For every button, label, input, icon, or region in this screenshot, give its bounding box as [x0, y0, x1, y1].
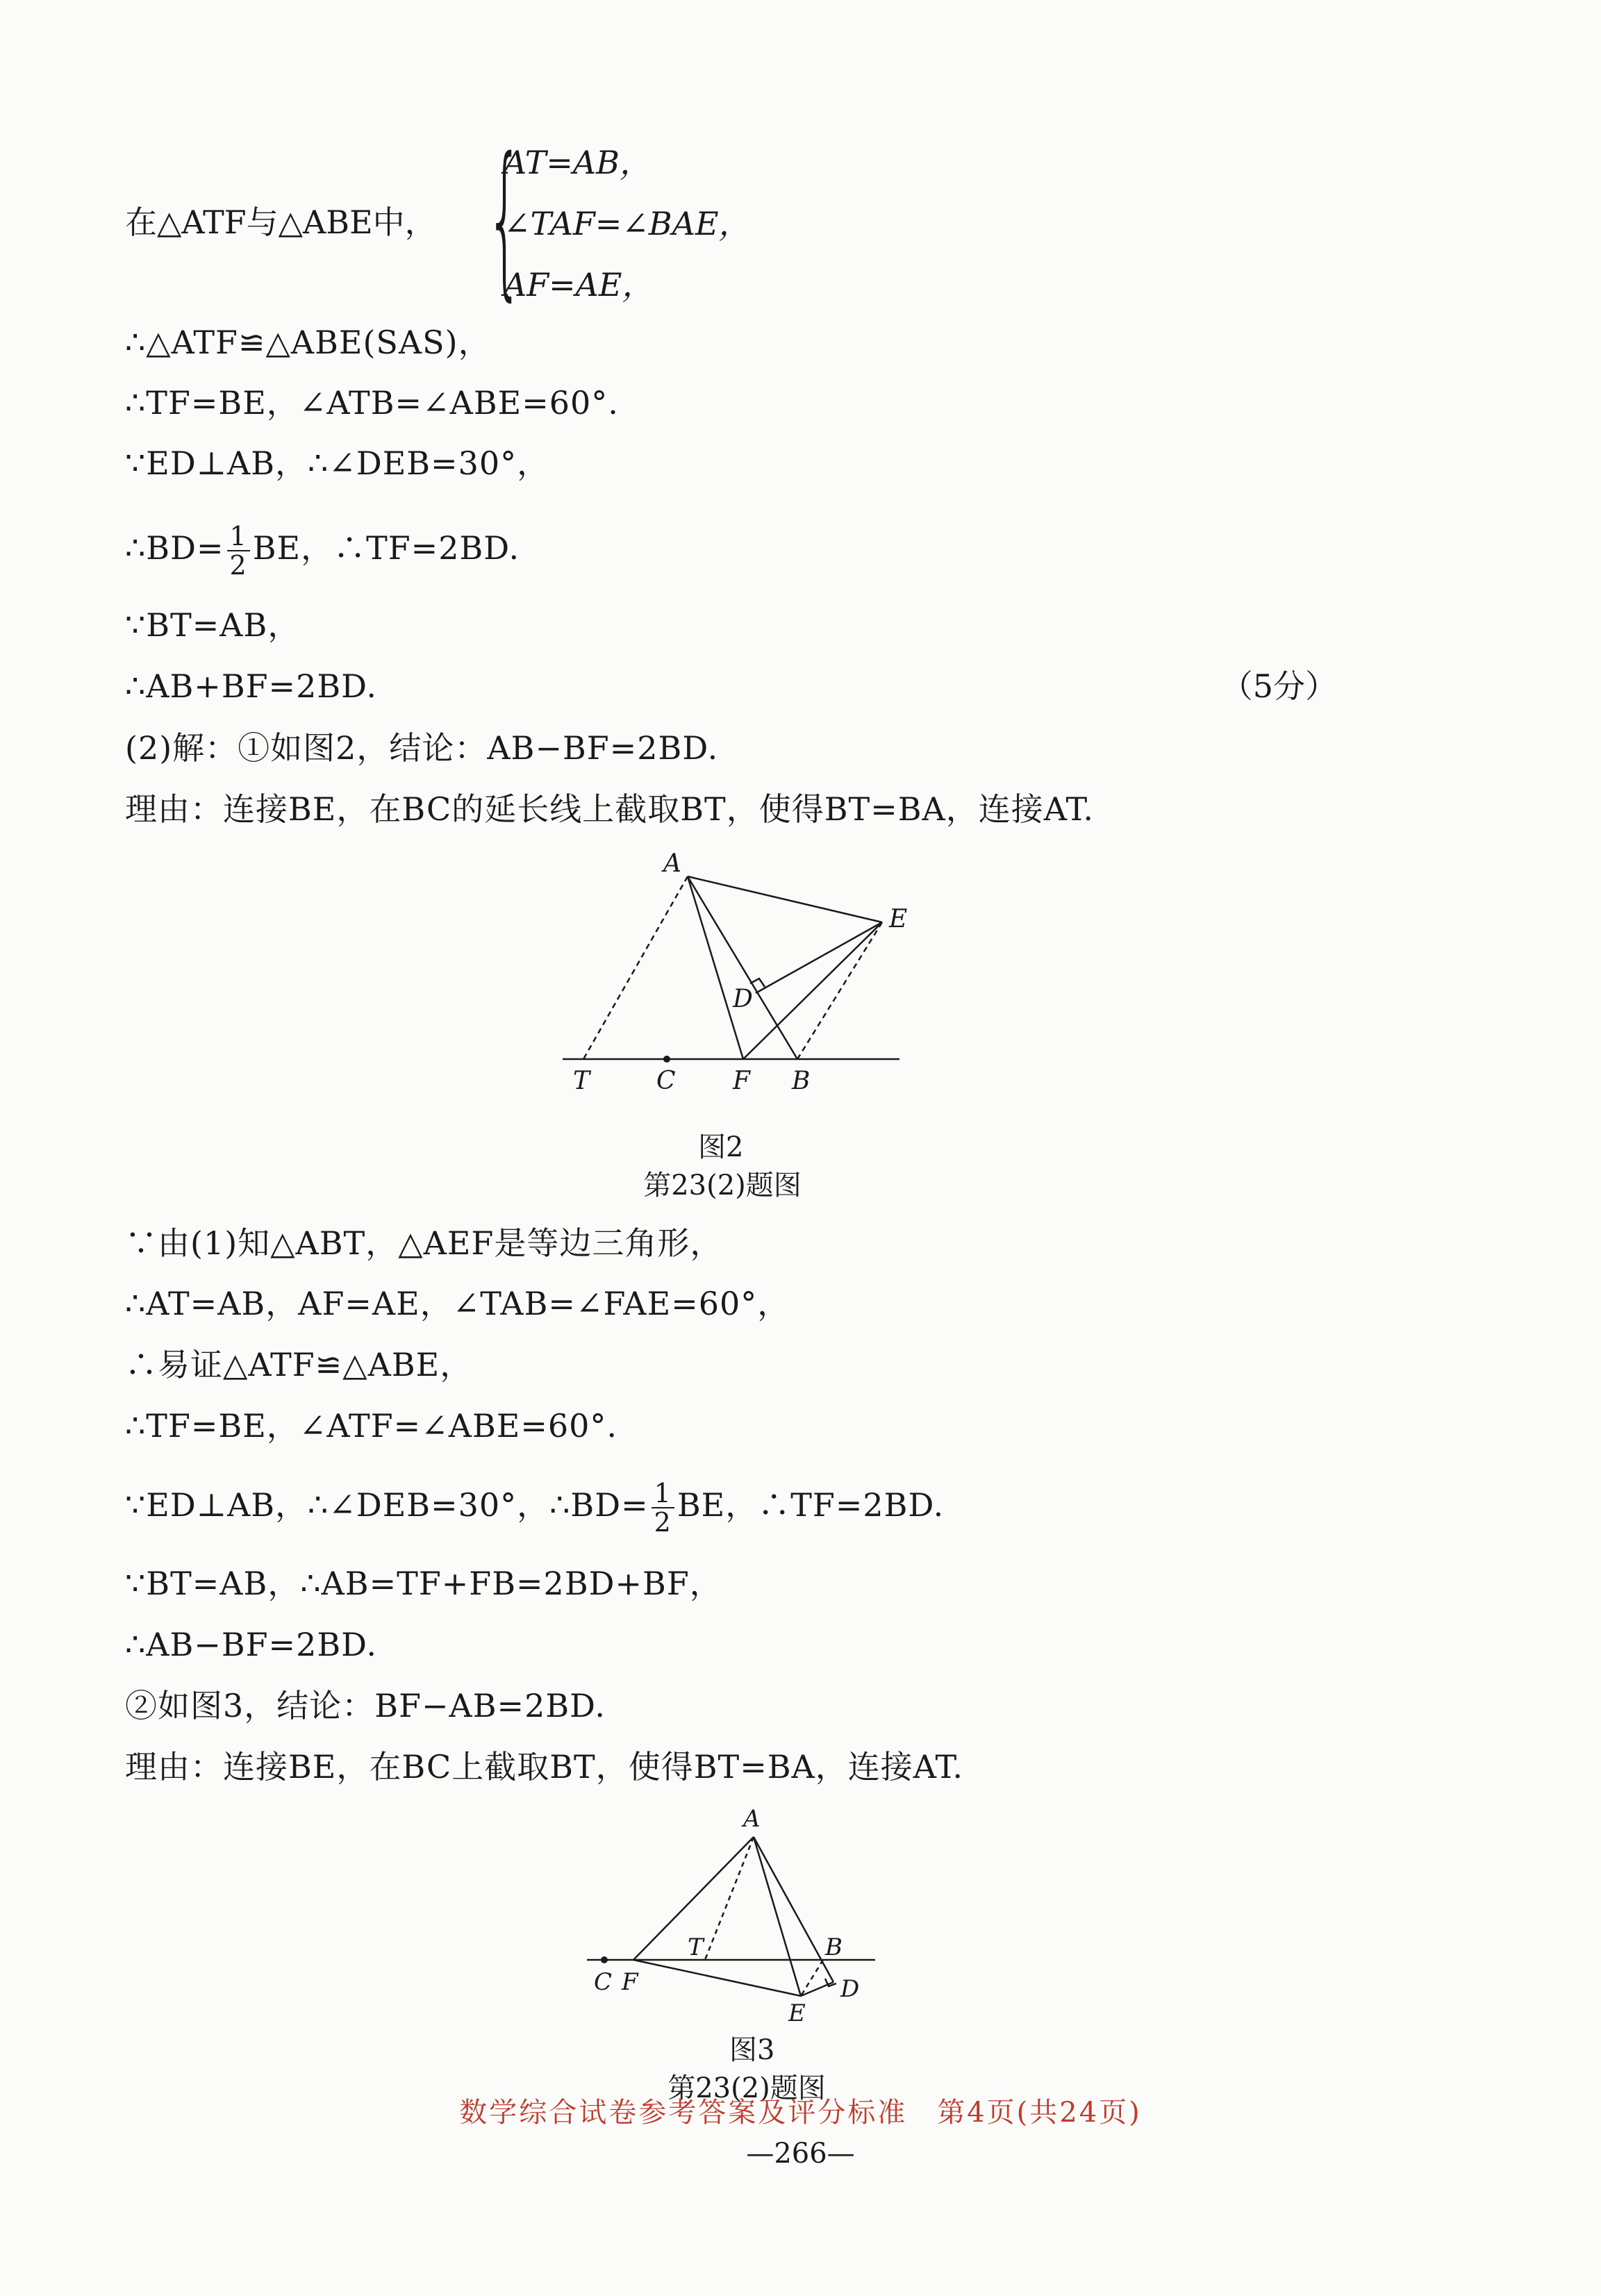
figure-2-subcaption: 第23(2)题图 [643, 1170, 802, 1201]
label-A: A [743, 1805, 761, 1833]
label-F: F [622, 1968, 638, 1996]
proof-line: ∵由(1)知△ABT，△AEF是等边三角形， [125, 1224, 723, 1262]
segment-AB [688, 876, 797, 1059]
proof-line-fraction [125, 522, 520, 579]
label-E: E [788, 1999, 806, 2027]
score-label: （5分） [1220, 667, 1337, 705]
proof-line: ∴AB+BF=2BD. [125, 667, 378, 705]
label-D: D [840, 1975, 860, 2003]
label-T: T [688, 1933, 704, 1961]
dashed-AT [705, 1837, 754, 1960]
system-item: ∠TAF=∠BAE， [504, 205, 751, 242]
label-D: D [733, 985, 753, 1013]
proof-line: ∵BT=AB，∴AB=TF+FB=2BD+BF， [125, 1565, 722, 1602]
dashed-AT [583, 876, 688, 1059]
system-items [504, 132, 751, 315]
segment-AE [754, 1837, 801, 1996]
figure-3-diagram [576, 1799, 889, 2028]
segment-ED [756, 922, 882, 993]
fraction-numerator: 1 [227, 522, 250, 551]
label-T: T [573, 1067, 590, 1095]
fraction-denominator: 2 [654, 1507, 672, 1538]
segment-AE [688, 876, 882, 922]
proof-line: ∴TF=BE，∠ATB=∠ABE=60°. [125, 384, 619, 422]
fraction-denominator: 2 [229, 550, 247, 581]
brace-symbol: { [486, 122, 524, 316]
system-item: AF=AE， [504, 266, 654, 303]
proof-text: BE，∴TF=2BD. [252, 529, 520, 567]
figure-2-caption: 图2 [698, 1131, 744, 1163]
proof-line: ∵ED⊥AB，∴∠DEB=30°， [125, 444, 550, 482]
point-C [601, 1956, 608, 1963]
proof-line: ∴易证△ATF≌△ABE， [125, 1346, 473, 1383]
proof-text: BE，∴TF=2BD. [677, 1486, 945, 1524]
label-A: A [663, 849, 681, 878]
point-C [663, 1056, 670, 1063]
label-B: B [825, 1933, 843, 1961]
proof-line: 理由：连接BE，在BC上截取BT，使得BT=BA，连接AT. [125, 1748, 964, 1786]
proof-text: ∴BD= [125, 529, 224, 567]
proof-line: ∴AB−BF=2BD. [125, 1626, 378, 1663]
fraction-numerator: 1 [652, 1479, 674, 1508]
figure-3-caption: 图3 [729, 2034, 775, 2066]
label-F: F [733, 1067, 750, 1095]
proof-line: 理由：连接BE，在BC的延长线上截取BT，使得BT=BA，连接AT. [125, 790, 1095, 828]
label-C: C [594, 1968, 613, 1996]
segment-FE [633, 1960, 801, 1996]
proof-line: ∵BT=AB， [125, 606, 301, 644]
figure-2-diagram [549, 840, 924, 1104]
footer-title: 数学综合试卷参考答案及评分标准 第4页(共24页) [459, 2097, 1142, 2129]
proof-text: ∵ED⊥AB，∴∠DEB=30°，∴BD= [125, 1486, 649, 1524]
segment-AF [688, 876, 743, 1059]
page-number: —266— [746, 2138, 855, 2170]
proof-line: ②如图3，结论：BF−AB=2BD. [125, 1687, 606, 1724]
figure-3-subcaption: 第23(2)题图 [667, 2072, 826, 2104]
proof-line: (2)解：①如图2，结论：AB−BF=2BD. [125, 729, 719, 767]
label-C: C [656, 1067, 676, 1095]
system-item: AT=AB， [504, 144, 652, 181]
system-lead: 在△ATF与△ABE中， [125, 203, 437, 241]
label-B: B [792, 1067, 811, 1095]
proof-line: ∴TF=BE，∠ATF=∠ABE=60°. [125, 1407, 618, 1445]
dashed-EB [797, 922, 882, 1059]
label-E: E [889, 905, 908, 933]
proof-line: ∴△ATF≌△ABE(SAS)， [125, 324, 491, 361]
proof-line: ∴AT=AB，AF=AE，∠TAB=∠FAE=60°， [125, 1285, 790, 1322]
segment-EF [743, 922, 882, 1059]
fraction-one-half [652, 1479, 674, 1536]
proof-line-fraction [125, 1479, 944, 1536]
fraction-one-half [227, 522, 250, 579]
